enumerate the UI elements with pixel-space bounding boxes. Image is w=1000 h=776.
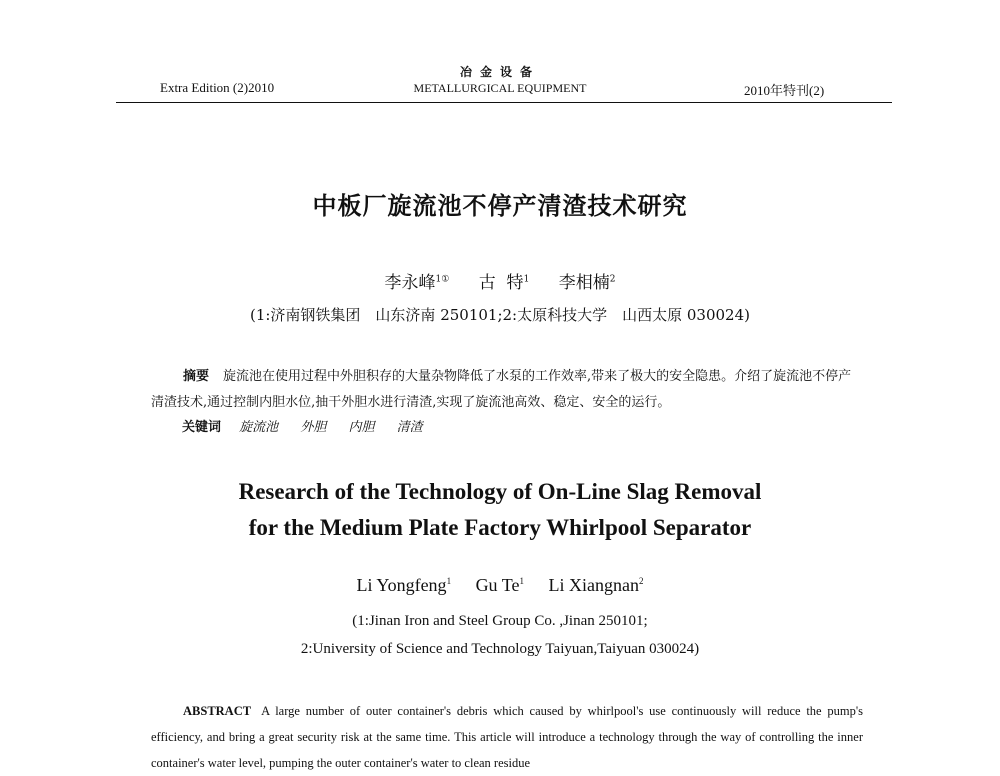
paper-title-en-line2: for the Medium Plate Factory Whirlpool Separator — [248, 515, 752, 540]
paper-title-cn: 中板厂旋流池不停产清渣技术研究 — [312, 192, 688, 220]
author-name: Li Xiangnan — [548, 575, 639, 595]
paper-title-en — [0, 474, 1000, 546]
authors-cn — [0, 268, 1000, 293]
keyword: 清渣 — [396, 420, 423, 435]
author-name: 李相楠 — [558, 273, 610, 293]
author-affiliation-mark: 2 — [609, 274, 616, 285]
keywords-cn — [182, 416, 441, 435]
author-en — [357, 575, 452, 595]
author-name: 古 特 — [478, 273, 524, 293]
abstract-text-en: A large number of outer container's debris which caused by whirlpool's use continuously will reduce the pump's efficiency, and bring a great security risk at the same time. This article will introduce a technology through the way of controlling the inner container's water level, pumping the outer container's water to clean residue — [151, 704, 863, 770]
author-en — [548, 575, 643, 595]
abstract-en — [151, 698, 863, 776]
author-affiliation-mark: 1 — [523, 274, 530, 285]
affiliation-en-line2: 2:University of Science and Technology Taiyuan,Taiyuan 030024) — [300, 641, 700, 657]
header-edition-cn: 2010年特刊(2) — [744, 83, 825, 98]
journal-name-en: METALLURGICAL EQUIPMENT — [413, 81, 587, 95]
author-name: Li Yongfeng — [356, 575, 447, 595]
keyword: 外胆 — [300, 420, 327, 435]
keyword: 旋流池 — [239, 420, 279, 435]
header-divider — [116, 102, 892, 103]
author-cn — [559, 273, 616, 293]
affiliation-en-line1: (1:Jinan Iron and Steel Group Co. ,Jinan 250101; — [352, 613, 648, 629]
keywords-label-cn: 关键词 — [182, 420, 222, 435]
author-affiliation-mark: 1 — [446, 576, 452, 586]
affiliations-en — [0, 607, 1000, 663]
author-affiliation-mark: 2 — [638, 576, 644, 586]
author-cn — [479, 273, 530, 293]
authors-en — [0, 575, 1000, 596]
keyword: 内胆 — [348, 420, 375, 435]
author-affiliation-mark: 1① — [435, 274, 450, 285]
author-cn — [385, 273, 450, 293]
affiliations-cn: (1:济南钢铁集团 山东济南 250101;2:太原科技大学 山西太原 030024) — [249, 306, 750, 324]
abstract-label-en: ABSTRACT — [183, 704, 252, 718]
paper-title-en-line1: Research of the Technology of On-Line Slag Removal — [238, 479, 762, 504]
author-en — [476, 575, 524, 595]
author-affiliation-mark: 1 — [519, 576, 524, 586]
abstract-label-cn: 摘要 — [183, 369, 210, 384]
header-journal — [0, 63, 1000, 96]
abstract-text-cn: 旋流池在使用过程中外胆积存的大量杂物降低了水泵的工作效率,带来了极大的安全隐患。介绍了旋流池不停产清渣技术,通过控制内胆水位,抽干外胆水进行清渣,实现了旋流池高效、稳定、安全的运行。 — [151, 369, 852, 410]
author-name: 李永峰 — [384, 273, 436, 293]
abstract-cn — [151, 364, 861, 416]
author-name: Gu Te — [475, 575, 520, 595]
header-edition-en: Extra Edition (2)2010 — [160, 80, 275, 95]
journal-name-cn: 冶金设备 — [459, 65, 540, 79]
